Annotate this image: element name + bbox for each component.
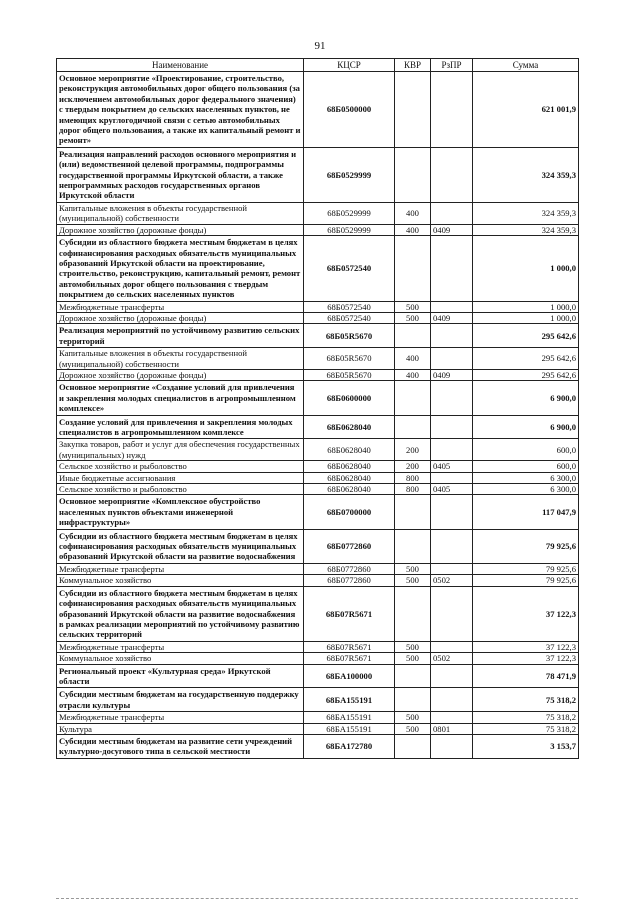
cell-kvr: 400 xyxy=(395,369,431,380)
cell-kvr: 500 xyxy=(395,723,431,734)
cell-sum: 3 153,7 xyxy=(473,734,579,758)
table-row xyxy=(57,324,579,348)
cell-kcsr: 68Б0628040 xyxy=(304,484,395,495)
table-row xyxy=(57,586,579,641)
cell-sum: 75 318,2 xyxy=(473,688,579,712)
cell-rzpr xyxy=(431,688,473,712)
cell-kvr xyxy=(395,495,431,529)
header-name: Наименование xyxy=(57,59,304,72)
table-row xyxy=(57,147,579,202)
cell-rzpr: 0409 xyxy=(431,224,473,235)
table-row xyxy=(57,723,579,734)
table-row xyxy=(57,224,579,235)
cell-kcsr: 68Б0772860 xyxy=(304,529,395,563)
table-row xyxy=(57,348,579,370)
cell-kcsr: 68БA155191 xyxy=(304,723,395,734)
cell-name: Сельское хозяйство и рыболовство xyxy=(57,484,304,495)
cell-name: Субсидии из областного бюджета местным бюджетам в целях софинансирования расходных обязательств муниципальных образований Иркутской области на проектирование, строительство, реконструкцию, капитальный ремонт, ремонт автомобильных дорог общего пользования с твердым покрытием до сельских населенных пунктов xyxy=(57,236,304,301)
cell-name: Дорожное хозяйство (дорожные фонды) xyxy=(57,369,304,380)
cell-kcsr: 68Б0628040 xyxy=(304,472,395,483)
cell-kvr xyxy=(395,72,431,148)
table-row xyxy=(57,653,579,664)
cell-sum: 6 300,0 xyxy=(473,472,579,483)
cell-rzpr xyxy=(431,439,473,461)
cell-sum: 295 642,6 xyxy=(473,324,579,348)
cell-rzpr xyxy=(431,734,473,758)
cell-name: Основное мероприятие «Комплексное обустройство населенных пунктов объектами инженерной инфраструктуры» xyxy=(57,495,304,529)
cell-kcsr: 68Б0572540 xyxy=(304,312,395,323)
cell-kvr: 400 xyxy=(395,202,431,224)
cell-kvr xyxy=(395,586,431,641)
cell-name: Коммунальное хозяйство xyxy=(57,575,304,586)
page-number: 91 xyxy=(314,40,326,52)
table-row xyxy=(57,461,579,472)
cell-name: Субсидии местным бюджетам на государственную поддержку отрасли культуры xyxy=(57,688,304,712)
cell-kcsr: 68Б0529999 xyxy=(304,224,395,235)
cell-kcsr: 68БA172780 xyxy=(304,734,395,758)
cell-kvr xyxy=(395,147,431,202)
table-row xyxy=(57,712,579,723)
table-row xyxy=(57,484,579,495)
table-row xyxy=(57,202,579,224)
cell-rzpr: 0801 xyxy=(431,723,473,734)
cell-kvr: 500 xyxy=(395,563,431,574)
cell-sum: 6 300,0 xyxy=(473,484,579,495)
cell-sum: 295 642,6 xyxy=(473,369,579,380)
cell-name: Сельское хозяйство и рыболовство xyxy=(57,461,304,472)
cell-kvr xyxy=(395,415,431,439)
cell-name: Иные бюджетные ассигнования xyxy=(57,472,304,483)
cell-kcsr: 68Б07R5671 xyxy=(304,641,395,652)
cell-rzpr xyxy=(431,712,473,723)
cell-rzpr xyxy=(431,529,473,563)
cell-sum: 295 642,6 xyxy=(473,348,579,370)
cell-kcsr: 68БA100000 xyxy=(304,664,395,688)
table-row xyxy=(57,563,579,574)
cell-name: Реализация направлений расходов основного мероприятия и (или) ведомственной целевой программы, подпрограммы государственной программы Иркутской области, а также непрограммных расходов государственных органов Иркутской области xyxy=(57,147,304,202)
table-row xyxy=(57,369,579,380)
cell-kcsr: 68БA155191 xyxy=(304,712,395,723)
cell-kvr xyxy=(395,381,431,415)
cell-sum: 600,0 xyxy=(473,461,579,472)
cell-rzpr xyxy=(431,495,473,529)
cell-sum: 324 359,3 xyxy=(473,147,579,202)
cell-kcsr: 68Б05R5670 xyxy=(304,369,395,380)
cell-kcsr: 68Б0529999 xyxy=(304,202,395,224)
cell-kvr xyxy=(395,688,431,712)
table-row xyxy=(57,688,579,712)
cell-rzpr: 0405 xyxy=(431,484,473,495)
cell-kvr: 500 xyxy=(395,641,431,652)
cell-rzpr xyxy=(431,301,473,312)
table-row xyxy=(57,381,579,415)
cell-rzpr xyxy=(431,415,473,439)
header-kcsr: КЦСР xyxy=(304,59,395,72)
cell-kcsr: 68Б0628040 xyxy=(304,461,395,472)
cell-rzpr xyxy=(431,72,473,148)
cell-sum: 621 001,9 xyxy=(473,72,579,148)
header-sum: Сумма xyxy=(473,59,579,72)
table-row xyxy=(57,495,579,529)
cell-rzpr xyxy=(431,147,473,202)
cell-rzpr xyxy=(431,236,473,301)
cell-name: Закупка товаров, работ и услуг для обеспечения государственных (муниципальных) нужд xyxy=(57,439,304,461)
cell-sum: 79 925,6 xyxy=(473,563,579,574)
cell-sum: 6 900,0 xyxy=(473,381,579,415)
cell-rzpr xyxy=(431,202,473,224)
cell-kvr xyxy=(395,529,431,563)
cell-kcsr: 68Б0572540 xyxy=(304,236,395,301)
cell-kcsr: 68Б0772860 xyxy=(304,563,395,574)
cell-rzpr xyxy=(431,586,473,641)
cell-sum: 1 000,0 xyxy=(473,301,579,312)
cell-sum: 37 122,3 xyxy=(473,641,579,652)
cell-name: Субсидии из областного бюджета местным бюджетам в целях софинансирования расходных обязательств муниципальных образований Иркутской области на развитие водоснабжения xyxy=(57,529,304,563)
cell-rzpr xyxy=(431,641,473,652)
cell-name: Дорожное хозяйство (дорожные фонды) xyxy=(57,312,304,323)
cell-name: Межбюджетные трансферты xyxy=(57,301,304,312)
cell-name: Субсидии из областного бюджета местным бюджетам в целях софинансирования расходных обязательств муниципальных образований Иркутской области на развитие водоснабжения в рамках реализации мероприятий по устойчивому развитию сельских территорий xyxy=(57,586,304,641)
cell-kcsr: 68Б0700000 xyxy=(304,495,395,529)
cell-kcsr: 68Б05R5670 xyxy=(304,324,395,348)
table-row xyxy=(57,439,579,461)
cell-kvr xyxy=(395,324,431,348)
cell-sum: 37 122,3 xyxy=(473,586,579,641)
cell-sum: 79 925,6 xyxy=(473,529,579,563)
cell-kcsr: 68Б05R5670 xyxy=(304,348,395,370)
cell-kvr: 400 xyxy=(395,224,431,235)
cell-kvr: 500 xyxy=(395,301,431,312)
cell-rzpr xyxy=(431,348,473,370)
cell-kvr: 500 xyxy=(395,312,431,323)
cell-rzpr: 0405 xyxy=(431,461,473,472)
header-kvr: КВР xyxy=(395,59,431,72)
cell-rzpr: 0502 xyxy=(431,653,473,664)
cell-rzpr: 0409 xyxy=(431,369,473,380)
cell-kvr: 800 xyxy=(395,484,431,495)
cell-sum: 6 900,0 xyxy=(473,415,579,439)
cell-name: Основное мероприятие «Проектирование, строительство, реконструкция автомобильных дорог общего пользования (за исключением автомобильных дорог федерального значения) с твердым покрытием до сельских населенных пунктов, не имеющих круглогодичной связи с сетью автомобильных дорог общего пользования, а также их капитальный ремонт и ремонт» xyxy=(57,72,304,148)
cell-sum: 1 000,0 xyxy=(473,236,579,301)
cell-rzpr: 0409 xyxy=(431,312,473,323)
cell-sum: 79 925,6 xyxy=(473,575,579,586)
cell-kvr: 400 xyxy=(395,348,431,370)
cell-name: Капитальные вложения в объекты государственной (муниципальной) собственности xyxy=(57,348,304,370)
table-row xyxy=(57,734,579,758)
cell-kvr: 500 xyxy=(395,712,431,723)
table-row xyxy=(57,472,579,483)
cell-kcsr: 68Б0529999 xyxy=(304,147,395,202)
cell-kcsr: 68Б0600000 xyxy=(304,381,395,415)
cell-name: Реализация мероприятий по устойчивому развитию сельских территорий xyxy=(57,324,304,348)
cell-kcsr: 68Б07R5671 xyxy=(304,653,395,664)
cell-kcsr: 68Б0772860 xyxy=(304,575,395,586)
cell-rzpr xyxy=(431,324,473,348)
cell-name: Межбюджетные трансферты xyxy=(57,641,304,652)
table-body xyxy=(57,72,579,759)
cell-kvr xyxy=(395,236,431,301)
table-header-row xyxy=(57,59,579,72)
cell-name: Региональный проект «Культурная среда» Иркутской области xyxy=(57,664,304,688)
table-row xyxy=(57,529,579,563)
cell-name: Основное мероприятие «Создание условий для привлечения и закрепления молодых специалистов в агропромышленном комплексе» xyxy=(57,381,304,415)
cell-sum: 37 122,3 xyxy=(473,653,579,664)
cell-kcsr: 68БA155191 xyxy=(304,688,395,712)
table-row xyxy=(57,72,579,148)
page-bottom-divider xyxy=(56,897,578,899)
cell-sum: 75 318,2 xyxy=(473,712,579,723)
cell-sum: 600,0 xyxy=(473,439,579,461)
table-row xyxy=(57,664,579,688)
cell-kcsr: 68Б0628040 xyxy=(304,415,395,439)
cell-kvr: 200 xyxy=(395,461,431,472)
cell-sum: 75 318,2 xyxy=(473,723,579,734)
cell-sum: 117 047,9 xyxy=(473,495,579,529)
cell-name: Межбюджетные трансферты xyxy=(57,712,304,723)
table-row xyxy=(57,301,579,312)
budget-table xyxy=(56,58,579,759)
header-rzpr: РзПР xyxy=(431,59,473,72)
table-row xyxy=(57,236,579,301)
cell-name: Коммунальное хозяйство xyxy=(57,653,304,664)
cell-kvr: 500 xyxy=(395,575,431,586)
cell-name: Дорожное хозяйство (дорожные фонды) xyxy=(57,224,304,235)
cell-name: Культура xyxy=(57,723,304,734)
cell-rzpr xyxy=(431,563,473,574)
cell-kvr: 800 xyxy=(395,472,431,483)
cell-sum: 1 000,0 xyxy=(473,312,579,323)
cell-name: Субсидии местным бюджетам на развитие сети учреждений культурно-досугового типа в сельской местности xyxy=(57,734,304,758)
cell-rzpr: 0502 xyxy=(431,575,473,586)
cell-rzpr xyxy=(431,664,473,688)
cell-kcsr: 68Б07R5671 xyxy=(304,586,395,641)
table-row xyxy=(57,575,579,586)
cell-kvr xyxy=(395,664,431,688)
cell-kvr: 500 xyxy=(395,653,431,664)
cell-kcsr: 68Б0500000 xyxy=(304,72,395,148)
cell-name: Создание условий для привлечения и закрепления молодых специалистов в агропромышленном комплексе xyxy=(57,415,304,439)
cell-name: Межбюджетные трансферты xyxy=(57,563,304,574)
cell-sum: 78 471,9 xyxy=(473,664,579,688)
cell-kvr: 200 xyxy=(395,439,431,461)
cell-kvr xyxy=(395,734,431,758)
table-row xyxy=(57,312,579,323)
cell-sum: 324 359,3 xyxy=(473,224,579,235)
cell-rzpr xyxy=(431,381,473,415)
table-row xyxy=(57,415,579,439)
cell-kcsr: 68Б0572540 xyxy=(304,301,395,312)
table-row xyxy=(57,641,579,652)
cell-sum: 324 359,3 xyxy=(473,202,579,224)
cell-name: Капитальные вложения в объекты государственной (муниципальной) собственности xyxy=(57,202,304,224)
cell-kcsr: 68Б0628040 xyxy=(304,439,395,461)
cell-rzpr xyxy=(431,472,473,483)
